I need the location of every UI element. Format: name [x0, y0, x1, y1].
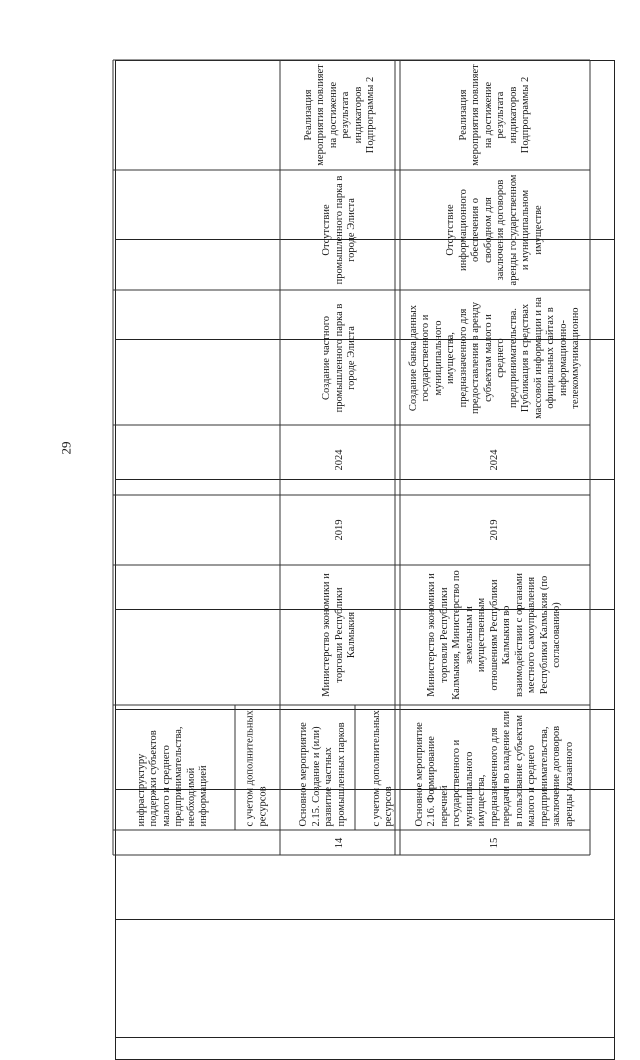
start-year: [115, 497, 278, 563]
end-year-wrap: [400, 425, 590, 495]
start-year-wrap: [113, 495, 280, 565]
link-text-wrap: [280, 60, 400, 170]
start-year-wrap: [400, 495, 590, 565]
row-number-wrap: [400, 830, 590, 855]
link-text: Реализация мероприятия повлияет на достижение результата индикаторов Подпрограммы 2: [302, 64, 376, 166]
start-year: 2019: [333, 519, 345, 541]
start-year-wrap: [280, 495, 400, 565]
end-year: [115, 427, 278, 493]
result-text-wrap: [400, 290, 590, 425]
col-divider: [115, 1037, 615, 1038]
link-text-wrap: [400, 60, 590, 170]
consequence-text-wrap: [113, 170, 280, 290]
executor-text: [115, 567, 278, 703]
executor-text: Министерство экономики и торговли Республики Калмыкия: [321, 573, 358, 697]
consequence-text-wrap: [400, 170, 590, 290]
col-divider: [115, 919, 615, 920]
executor-text-wrap: [400, 565, 590, 705]
measure-text-wrap: [113, 705, 233, 830]
consequence-text: Отсутствие информационного обеспечения о свободном для заключения договоров аренды государственном и муниципальном имуществе: [445, 174, 544, 286]
end-year: 2024: [488, 449, 500, 471]
executor-text-wrap: [113, 565, 280, 705]
end-year-wrap: [113, 425, 280, 495]
measure-text-wrap: [280, 705, 366, 830]
measure-sub-text-wrap: [233, 705, 280, 830]
end-year: 2024: [333, 449, 345, 471]
measure-text-wrap: [400, 705, 590, 830]
consequence-text-wrap: [280, 170, 400, 290]
measure-text: Основное мероприятие 2.15. Создание и (или) развитие частных промышленных парков: [298, 721, 347, 826]
consequence-text: Отсутствие промышленного парка в городе Элиста: [321, 175, 358, 285]
result-text: [115, 292, 278, 423]
link-text: [115, 62, 278, 168]
row-number-wrap: [280, 830, 400, 855]
result-text: Создание частного промышленного парка в городе Элиста: [321, 303, 358, 412]
executor-text-wrap: [280, 565, 400, 705]
row-number-wrap: [113, 830, 280, 855]
result-text-wrap: [113, 290, 280, 425]
result-text-wrap: [280, 290, 400, 425]
row-number: 15: [488, 837, 500, 848]
end-year-wrap: [280, 425, 400, 495]
start-year: 2019: [488, 519, 500, 541]
consequence-text: [115, 172, 278, 288]
row-number: 14: [333, 837, 345, 848]
measure-text: Основное мероприятие 2.16. Формирование перечней государственного и муниципального имущества, предназначенного для передачи во владение или в пользование субъектам малого и среднего предпринимательства, заключение договоров аренды указанного: [413, 710, 575, 826]
row-number: [115, 832, 278, 853]
link-text: Реализация мероприятия повлияет на достижение результата индикаторов Подпрограммы 2: [457, 64, 531, 166]
link-text-wrap: [113, 60, 280, 170]
executor-text: Министерство экономики и торговли Республики Калмыкия, Министерство по земельным и имущественным отношениям Республики Калмыкия во взаимодействии с органами местного самоуправления Республики Калмыкия (по согласованию): [426, 570, 563, 700]
measure-text: инфраструктуру поддержки субъектов малого и среднего предпринимательства, необходимой информацией: [135, 725, 209, 826]
measure-sub-text-wrap: [366, 705, 400, 830]
page-number: 29: [58, 441, 74, 455]
measure-sub-text: с учетом дополнительных ресурсов: [370, 709, 394, 826]
result-text: Создание банка данных государственного и муниципального имущества, предназначенного для предоставления в аренду субъектам малого и среднего предпринимательства. Публикация в средствах массовой информации и на официальных сайтах в информационно-телекоммуникационно: [407, 296, 581, 419]
measure-sub-text: с учетом дополнительных ресурсов: [244, 709, 268, 826]
